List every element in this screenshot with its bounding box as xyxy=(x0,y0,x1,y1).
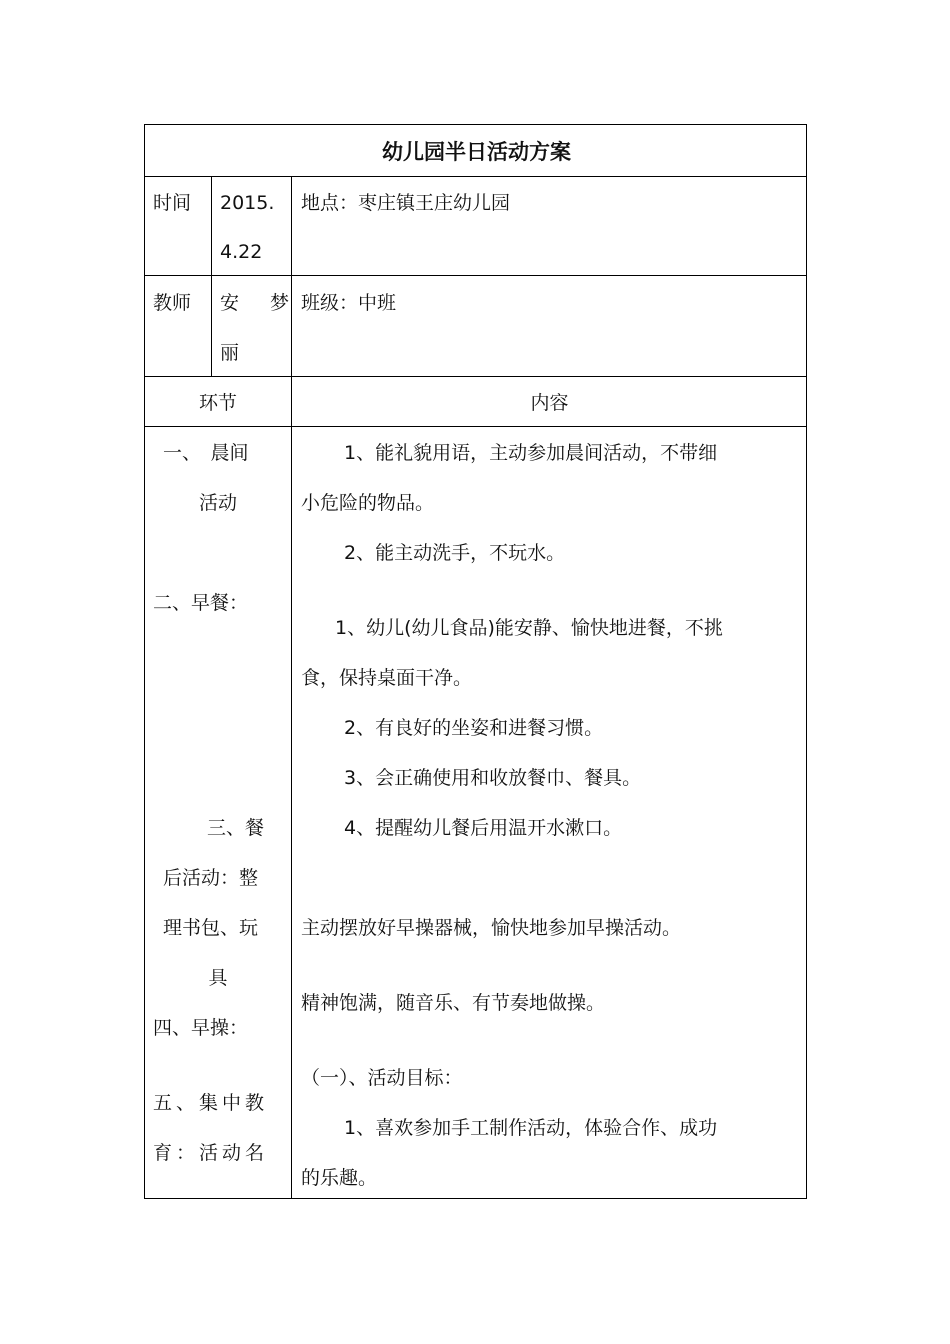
content-line-6: 2、有良好的坐姿和进餐习惯。 xyxy=(344,717,604,739)
content-line-3: 2、能主动洗手，不玩水。 xyxy=(344,542,566,564)
row-divider-time xyxy=(145,275,806,276)
page-title: 幼儿园半日活动方案 xyxy=(382,140,571,164)
content-line-7: 3、会正确使用和收放餐巾、餐具。 xyxy=(344,767,642,789)
content-line-11: （一）、活动目标： xyxy=(301,1067,463,1089)
segment-1-line2: 活动 xyxy=(198,492,237,514)
class-text: 班级：中班 xyxy=(301,292,397,314)
segment-3-line4: 具 xyxy=(208,967,228,989)
segment-3-line3: 理书包、玩 xyxy=(163,917,259,939)
teacher-value-line2: 丽 xyxy=(220,342,240,364)
content-line-5: 食，保持桌面干净。 xyxy=(301,667,473,689)
segment-3-line2: 后活动：整 xyxy=(163,867,259,889)
activity-plan-table xyxy=(144,124,807,1199)
content-line-1: 1、能礼貌用语，主动参加晨间活动，不带细 xyxy=(344,442,718,464)
content-line-13: 的乐趣。 xyxy=(301,1167,378,1189)
segment-2: 二、早餐： xyxy=(153,592,249,614)
content-line-9: 主动摆放好早操器械，愉快地参加早操活动。 xyxy=(301,917,682,939)
row-divider-title xyxy=(145,176,806,177)
location-text: 地点：枣庄镇王庄幼儿园 xyxy=(301,192,511,214)
segment-5-line1: 五、集中教 xyxy=(153,1092,269,1114)
time-value-line2: 4.22 xyxy=(220,241,263,263)
row-divider-teacher xyxy=(145,376,806,377)
segment-1-line1: 一、 晨间 xyxy=(163,442,249,464)
col-divider-label xyxy=(211,176,212,376)
time-value-line1: 2015. xyxy=(220,192,275,214)
content-line-2: 小危险的物品。 xyxy=(301,492,435,514)
content-line-8: 4、提醒幼儿餐后用温开水漱口。 xyxy=(344,817,623,839)
teacher-value-line1: 安 梦 xyxy=(220,292,296,314)
row-divider-header xyxy=(145,426,806,427)
segment-header: 环节 xyxy=(198,392,237,414)
content-line-10: 精神饱满，随音乐、有节奏地做操。 xyxy=(301,992,606,1014)
content-header: 内容 xyxy=(530,392,569,414)
segment-3-line1: 三、餐 xyxy=(207,817,265,839)
content-line-12: 1、喜欢参加手工制作活动，体验合作、成功 xyxy=(344,1117,718,1139)
segment-5-line2: 育：活动名 xyxy=(153,1142,269,1164)
col-divider-main xyxy=(291,176,292,1199)
teacher-label: 教师 xyxy=(153,292,192,314)
time-label: 时间 xyxy=(153,192,192,214)
segment-4: 四、早操： xyxy=(153,1017,249,1039)
content-line-4: 1、幼儿(幼儿食品)能安静、愉快地进餐，不挑 xyxy=(335,617,723,639)
